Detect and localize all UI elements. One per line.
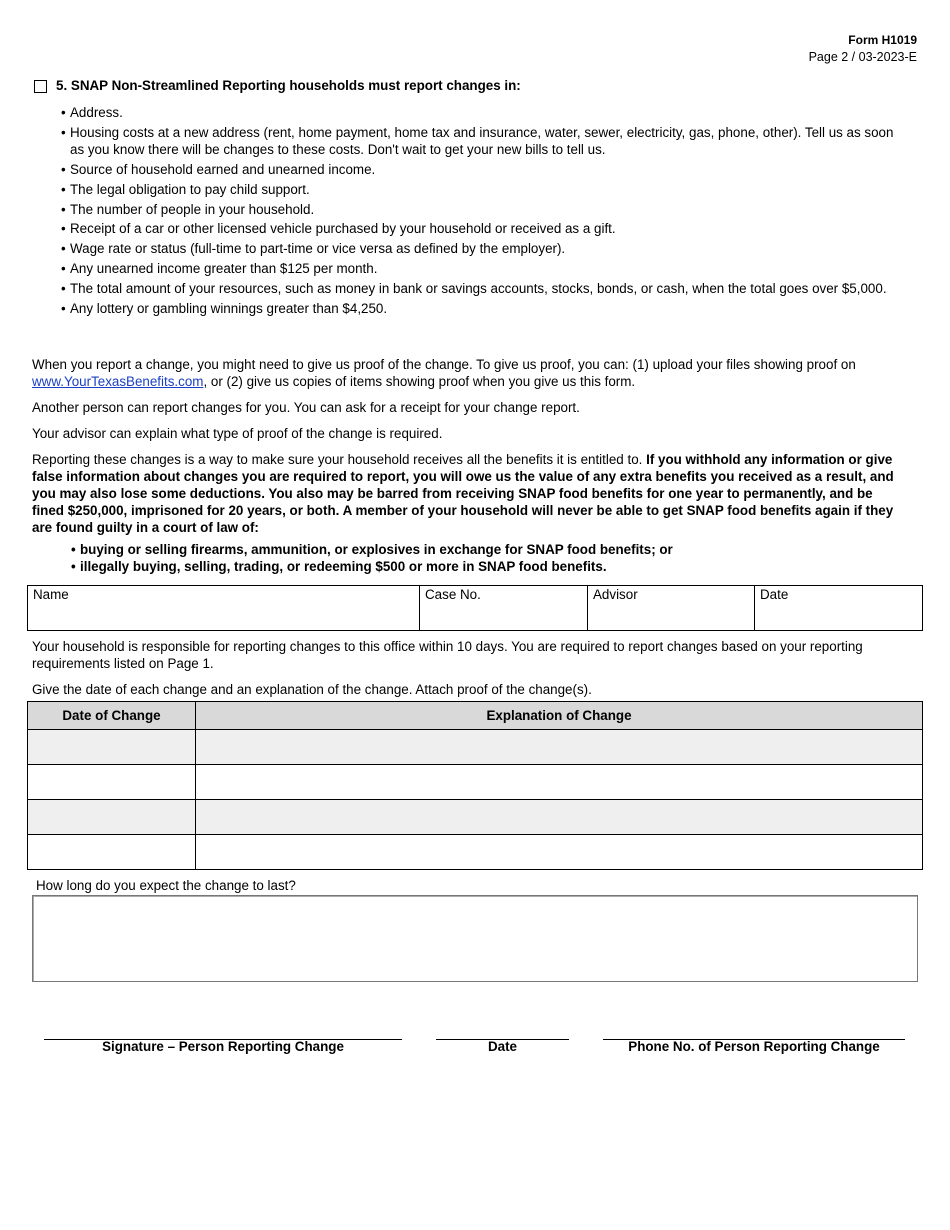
proof-text-after: , or (2) give us copies of items showing proof when you give us this form.	[203, 374, 636, 389]
advisor-label: Advisor	[593, 587, 638, 602]
name-field[interactable]	[28, 586, 420, 630]
list-item: • Source of household earned and unearned income.	[61, 161, 911, 178]
name-label: Name	[33, 587, 69, 602]
date-of-change-cell[interactable]	[28, 765, 196, 800]
date-of-change-cell[interactable]	[28, 800, 196, 835]
phone-line[interactable]	[603, 1039, 905, 1053]
signature-line[interactable]	[44, 1039, 402, 1053]
section5-title: 5. SNAP Non-Streamlined Reporting households must report changes in:	[56, 78, 521, 93]
table-row	[28, 835, 923, 870]
list-item: • Any unearned income greater than $125 per month.	[61, 260, 911, 277]
duration-label: How long do you expect the change to last?	[36, 878, 296, 893]
another-person-paragraph: Another person can report changes for you. You can ask for a receipt for your change report.	[32, 400, 580, 415]
page-info: Page 2 / 03-2023-E	[808, 50, 917, 64]
proof-paragraph	[32, 356, 912, 390]
table-row	[28, 730, 923, 765]
proof-text-before: When you report a change, you might need to give us proof of the change. To give us proof, you can: (1) upload your files showing proof on	[32, 357, 856, 372]
warning-paragraph	[32, 451, 904, 536]
date-label: Date	[760, 587, 789, 602]
explanation-header: Explanation of Change	[196, 702, 923, 730]
form-header	[809, 32, 917, 66]
list-item: • Receipt of a car or other licensed vehicle purchased by your household or received as a gift.	[61, 220, 911, 237]
date-of-change-header: Date of Change	[28, 702, 196, 730]
explanation-cell[interactable]	[196, 730, 923, 765]
signature-label: Signature – Person Reporting Change	[102, 1039, 344, 1054]
list-item: • The number of people in your household.	[61, 201, 911, 218]
date-field[interactable]	[755, 586, 922, 630]
advisor-field[interactable]	[588, 586, 755, 630]
list-item: • Any lottery or gambling winnings greater than $4,250.	[61, 300, 911, 317]
list-item: • Housing costs at a new address (rent, home payment, home tax and insurance, water, sewer, electricity, gas, phone, other). Tell us as soon as you know there will be changes to these costs. Don't wait to get your new bills to tell us.	[61, 124, 911, 158]
yourtexasbenefits-link[interactable]: www.YourTexasBenefits.com	[32, 374, 204, 389]
instructions-paragraph: Give the date of each change and an explanation of the change. Attach proof of the change(s).	[32, 682, 592, 697]
warning-plain: Reporting these changes is a way to make sure your household receives all the benefits it is entitled to.	[32, 452, 647, 467]
advisor-note-paragraph: Your advisor can explain what type of proof of the change is required.	[32, 426, 443, 441]
list-item: • illegally buying, selling, trading, or redeeming $500 or more in SNAP food benefits.	[71, 558, 673, 575]
date-of-change-cell[interactable]	[28, 835, 196, 870]
section5-heading	[34, 78, 521, 93]
section5-checkbox[interactable]	[34, 80, 47, 93]
explanation-cell[interactable]	[196, 765, 923, 800]
table-row	[28, 765, 923, 800]
list-item: • The legal obligation to pay child support.	[61, 181, 911, 198]
explanation-cell[interactable]	[196, 800, 923, 835]
signature-date-line[interactable]	[436, 1039, 569, 1053]
explanation-cell[interactable]	[196, 835, 923, 870]
list-item: • Wage rate or status (full-time to part-time or vice versa as defined by the employer).	[61, 240, 911, 257]
identification-fields	[27, 585, 923, 631]
responsibility-paragraph: Your household is responsible for reporting changes to this office within 10 days. You are required to report changes based on your reporting requirements listed on Page 1.	[32, 639, 863, 671]
list-item: • Address.	[61, 104, 911, 121]
list-item: • buying or selling firearms, ammunition, or explosives in exchange for SNAP food benefits; or	[71, 541, 673, 558]
penalties-list	[71, 541, 673, 575]
date-of-change-cell[interactable]	[28, 730, 196, 765]
phone-label: Phone No. of Person Reporting Change	[628, 1039, 880, 1054]
form-number: Form H1019	[848, 33, 917, 47]
table-header-row	[28, 702, 923, 730]
case-no-field[interactable]	[420, 586, 588, 630]
section5-list	[61, 104, 911, 320]
duration-textarea[interactable]	[32, 895, 918, 982]
list-item: • The total amount of your resources, such as money in bank or savings accounts, stocks, bonds, or cash, when the total goes over $5,000.	[61, 280, 911, 297]
signature-date-label: Date	[487, 1039, 518, 1054]
table-row	[28, 800, 923, 835]
changes-table	[27, 701, 923, 870]
case-no-label: Case No.	[425, 587, 481, 602]
warning-bold: If you withhold any information or give false information about changes you are required to report, you will owe us the value of any extra benefits you received as a result, and you may also lose some deductions. You also may be barred from receiving SNAP food benefits for one year to permanently, and be fined $250,000, imprisoned for 20 years, or both. A member of your household will never be able to get SNAP food benefits again if they are found guilty in a court of law of:	[32, 452, 894, 535]
